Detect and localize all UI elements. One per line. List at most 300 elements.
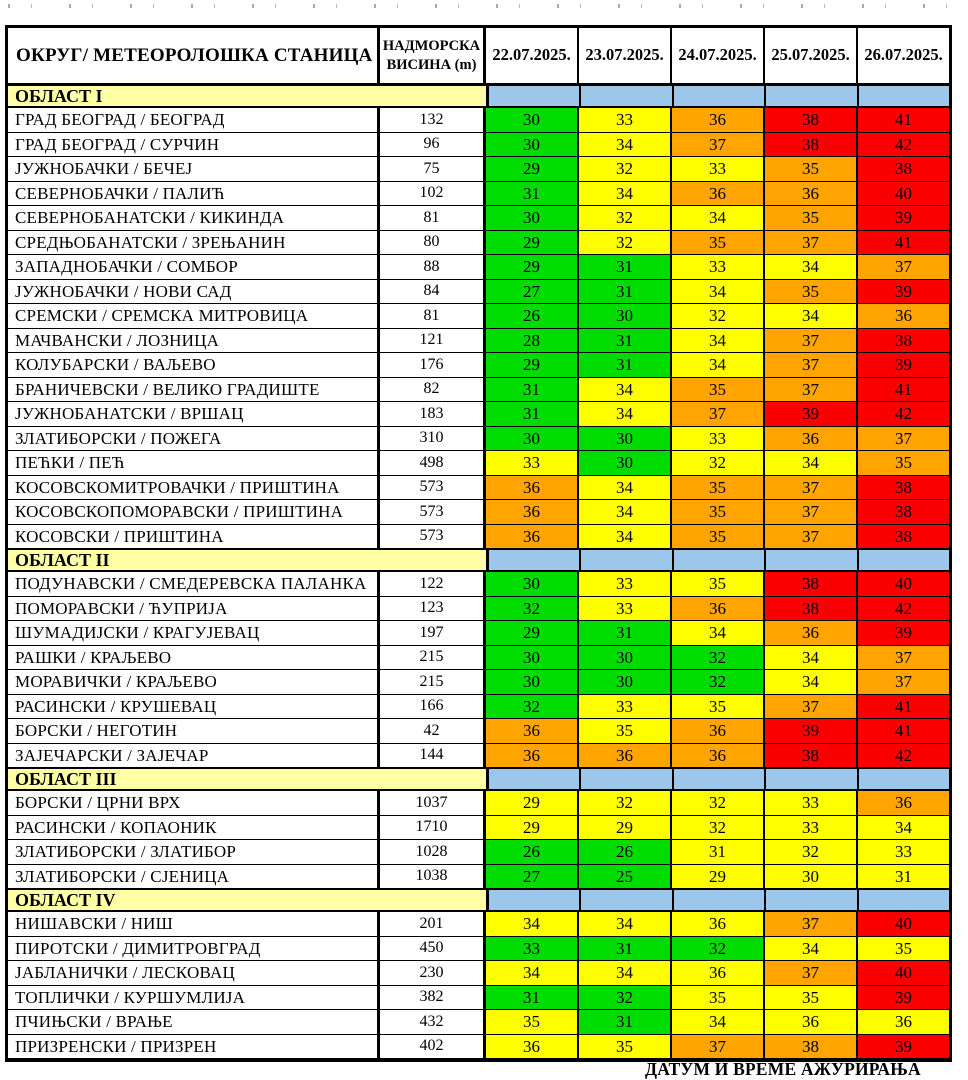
temperature-cell: 30 bbox=[765, 865, 858, 889]
station-name-cell: БОРСКИ / ЦРНИ ВРХ bbox=[8, 791, 380, 815]
altitude-cell: 498 bbox=[380, 451, 486, 475]
temperature-cell: 39 bbox=[858, 280, 949, 304]
temperature-cell: 31 bbox=[579, 280, 672, 304]
temperature-cell: 40 bbox=[858, 572, 949, 596]
temperature-cell: 41 bbox=[858, 695, 949, 719]
temperature-cell: 34 bbox=[579, 961, 672, 985]
temperature-cell: 34 bbox=[672, 206, 765, 230]
station-name-cell: ГРАД БЕОГРАД / БЕОГРАД bbox=[8, 108, 380, 132]
col-header-date: 23.07.2025. bbox=[579, 28, 672, 83]
region-spacer-cell bbox=[674, 890, 766, 910]
temperature-cell: 33 bbox=[579, 695, 672, 719]
altitude-cell: 122 bbox=[380, 572, 486, 596]
temperature-cell: 32 bbox=[672, 451, 765, 475]
temperature-cell: 34 bbox=[672, 621, 765, 645]
temperature-cell: 38 bbox=[765, 108, 858, 132]
station-name-cell: ГРАД БЕОГРАД / СУРЧИН bbox=[8, 133, 380, 157]
altitude-cell: 201 bbox=[380, 912, 486, 936]
temperature-cell: 26 bbox=[579, 840, 672, 864]
temperature-cell: 32 bbox=[672, 816, 765, 840]
altitude-cell: 402 bbox=[380, 1035, 486, 1059]
altitude-cell: 166 bbox=[380, 695, 486, 719]
temperature-cell: 41 bbox=[858, 378, 949, 402]
temperature-cell: 38 bbox=[765, 597, 858, 621]
station-row bbox=[8, 108, 949, 133]
temperature-cell: 29 bbox=[486, 157, 579, 181]
altitude-cell: 96 bbox=[380, 133, 486, 157]
temperature-cell: 40 bbox=[858, 961, 949, 985]
station-name-cell: РАСИНСКИ / КОПАОНИК bbox=[8, 816, 380, 840]
region-spacer-cell bbox=[766, 890, 858, 910]
station-row bbox=[8, 1035, 949, 1060]
temperature-cell: 29 bbox=[486, 255, 579, 279]
temperature-cell: 36 bbox=[486, 1035, 579, 1059]
station-name-cell: БОРСКИ / НЕГОТИН bbox=[8, 719, 380, 743]
station-name-cell: ТОПЛИЧКИ / КУРШУМЛИЈА bbox=[8, 986, 380, 1010]
temperature-cell: 31 bbox=[486, 182, 579, 206]
temperature-cell: 31 bbox=[858, 865, 949, 889]
temperature-cell: 31 bbox=[486, 986, 579, 1010]
region-spacer-cell bbox=[581, 550, 673, 570]
temperature-cell: 36 bbox=[858, 1010, 949, 1034]
station-name-cell: СРЕМСКИ / СРЕМСКА МИТРОВИЦА bbox=[8, 304, 380, 328]
station-name-cell: СЕВЕРНОБАНАТСКИ / КИКИНДА bbox=[8, 206, 380, 230]
region-header-row bbox=[8, 85, 949, 108]
temperature-cell: 30 bbox=[486, 206, 579, 230]
temperature-cell: 31 bbox=[672, 840, 765, 864]
col-header-altitude bbox=[380, 28, 486, 83]
region-header-row bbox=[8, 889, 949, 912]
station-row bbox=[8, 476, 949, 501]
region-spacer-cell bbox=[766, 769, 858, 789]
temperature-cell: 34 bbox=[579, 402, 672, 426]
altitude-cell: 132 bbox=[380, 108, 486, 132]
station-name-cell: ЗЛАТИБОРСКИ / ЗЛАТИБОР bbox=[8, 840, 380, 864]
region-header-row bbox=[8, 549, 949, 572]
temperature-cell: 32 bbox=[579, 231, 672, 255]
region-spacer-cell bbox=[581, 769, 673, 789]
station-name-cell: ЗАПАДНОБАЧКИ / СОМБОР bbox=[8, 255, 380, 279]
temperature-cell: 30 bbox=[486, 133, 579, 157]
temperature-cell: 39 bbox=[765, 719, 858, 743]
temperature-cell: 38 bbox=[858, 476, 949, 500]
temperature-cell: 36 bbox=[765, 621, 858, 645]
region-label: ОБЛАСТ I bbox=[8, 86, 489, 106]
station-row bbox=[8, 744, 949, 769]
temperature-cell: 29 bbox=[486, 231, 579, 255]
station-name-cell: ЈУЖНОБАНАТСКИ / ВРШАЦ bbox=[8, 402, 380, 426]
altitude-cell: 573 bbox=[380, 500, 486, 524]
temperature-cell: 34 bbox=[672, 280, 765, 304]
station-name-cell: ПРИЗРЕНСКИ / ПРИЗРЕН bbox=[8, 1035, 380, 1059]
temperature-cell: 30 bbox=[486, 572, 579, 596]
temperature-cell: 36 bbox=[486, 500, 579, 524]
temperature-cell: 26 bbox=[486, 304, 579, 328]
region-spacer-cell bbox=[766, 86, 858, 106]
temperature-cell: 39 bbox=[765, 402, 858, 426]
temperature-cell: 37 bbox=[672, 402, 765, 426]
temperature-cell: 42 bbox=[858, 597, 949, 621]
altitude-cell: 573 bbox=[380, 525, 486, 549]
station-row bbox=[8, 865, 949, 890]
temperature-cell: 36 bbox=[672, 744, 765, 768]
altitude-cell: 1028 bbox=[380, 840, 486, 864]
temperature-cell: 33 bbox=[486, 451, 579, 475]
altitude-cell: 382 bbox=[380, 986, 486, 1010]
station-row bbox=[8, 353, 949, 378]
station-name-cell: СЕВЕРНОБАЧКИ / ПАЛИЋ bbox=[8, 182, 380, 206]
update-timestamp-label: ДАТУМ И ВРЕМЕ АЖУРИРАЊА bbox=[645, 1059, 921, 1079]
temperature-cell: 37 bbox=[765, 500, 858, 524]
temperature-cell: 26 bbox=[486, 840, 579, 864]
station-row bbox=[8, 646, 949, 671]
region-spacer-cell bbox=[581, 86, 673, 106]
col-header-station: ОКРУГ/ МЕТЕОРОЛОШКА СТАНИЦА bbox=[8, 28, 380, 83]
temperature-cell: 35 bbox=[672, 525, 765, 549]
temperature-cell: 30 bbox=[579, 304, 672, 328]
temperature-cell: 38 bbox=[765, 572, 858, 596]
altitude-cell: 197 bbox=[380, 621, 486, 645]
temperature-cell: 35 bbox=[672, 500, 765, 524]
temperature-cell: 36 bbox=[765, 1010, 858, 1034]
temperature-cell: 30 bbox=[486, 427, 579, 451]
temperature-cell: 35 bbox=[672, 695, 765, 719]
temperature-cell: 36 bbox=[486, 719, 579, 743]
station-name-cell: ЗЛАТИБОРСКИ / ПОЖЕГА bbox=[8, 427, 380, 451]
station-name-cell: НИШАВСКИ / НИШ bbox=[8, 912, 380, 936]
region-spacer-cell bbox=[766, 550, 858, 570]
temperature-cell: 36 bbox=[672, 719, 765, 743]
temperature-cell: 34 bbox=[579, 378, 672, 402]
station-row bbox=[8, 525, 949, 550]
temperature-cell: 34 bbox=[765, 670, 858, 694]
temperature-cell: 38 bbox=[765, 133, 858, 157]
temperature-cell: 34 bbox=[672, 353, 765, 377]
temperature-cell: 29 bbox=[486, 816, 579, 840]
col-header-altitude-line1: НАДМОРСКА bbox=[382, 38, 481, 55]
station-name-cell: КОСОВСКОПОМОРАВСКИ / ПРИШТИНА bbox=[8, 500, 380, 524]
temperature-cell: 36 bbox=[672, 961, 765, 985]
temperature-cell: 36 bbox=[486, 744, 579, 768]
station-row bbox=[8, 937, 949, 962]
temperature-cell: 34 bbox=[672, 1010, 765, 1034]
temperature-cell: 29 bbox=[486, 621, 579, 645]
temperature-cell: 34 bbox=[765, 304, 858, 328]
col-header-date: 24.07.2025. bbox=[672, 28, 765, 83]
temperature-cell: 27 bbox=[486, 280, 579, 304]
temperature-cell: 37 bbox=[765, 695, 858, 719]
temperature-cell: 36 bbox=[765, 182, 858, 206]
temperature-cell: 31 bbox=[486, 402, 579, 426]
temperature-cell: 37 bbox=[672, 133, 765, 157]
temperature-cell: 37 bbox=[765, 378, 858, 402]
col-header-date: 26.07.2025. bbox=[864, 45, 943, 65]
station-name-cell: ПОМОРАВСКИ / ЋУПРИЈА bbox=[8, 597, 380, 621]
station-name-cell: ПЧИЊСКИ / ВРАЊЕ bbox=[8, 1010, 380, 1034]
temperature-cell: 37 bbox=[858, 670, 949, 694]
temperature-cell: 33 bbox=[579, 572, 672, 596]
station-name-cell: КОСОВСКОМИТРОВАЧКИ / ПРИШТИНА bbox=[8, 476, 380, 500]
altitude-cell: 215 bbox=[380, 646, 486, 670]
temperature-cell: 35 bbox=[486, 1010, 579, 1034]
region-label: ОБЛАСТ II bbox=[8, 550, 489, 570]
temperature-cell: 33 bbox=[672, 157, 765, 181]
station-row bbox=[8, 402, 949, 427]
temperature-cell: 32 bbox=[579, 986, 672, 1010]
station-name-cell: ЈУЖНОБАЧКИ / БЕЧЕЈ bbox=[8, 157, 380, 181]
station-row bbox=[8, 719, 949, 744]
temperature-cell: 38 bbox=[858, 500, 949, 524]
station-name-cell: ШУМАДИЈСКИ / КРАГУЈЕВАЦ bbox=[8, 621, 380, 645]
altitude-cell: 1038 bbox=[380, 865, 486, 889]
station-row bbox=[8, 572, 949, 597]
temperature-cell: 37 bbox=[672, 1035, 765, 1059]
temperature-cell: 31 bbox=[579, 353, 672, 377]
temperature-cell: 33 bbox=[858, 840, 949, 864]
altitude-cell: 121 bbox=[380, 329, 486, 353]
station-row bbox=[8, 840, 949, 865]
region-header-row bbox=[8, 768, 949, 791]
temperature-cell: 38 bbox=[858, 157, 949, 181]
temperature-cell: 29 bbox=[672, 865, 765, 889]
temperature-cell: 34 bbox=[765, 451, 858, 475]
station-name-cell: ПОДУНАВСКИ / СМЕДЕРЕВСКА ПАЛАНКА bbox=[8, 572, 380, 596]
temperature-cell: 32 bbox=[486, 695, 579, 719]
temperature-cell: 42 bbox=[858, 744, 949, 768]
station-row bbox=[8, 182, 949, 207]
altitude-cell: 450 bbox=[380, 937, 486, 961]
temperature-cell: 42 bbox=[858, 133, 949, 157]
altitude-cell: 230 bbox=[380, 961, 486, 985]
station-name-cell: ЗЛАТИБОРСКИ / СЈЕНИЦА bbox=[8, 865, 380, 889]
altitude-cell: 215 bbox=[380, 670, 486, 694]
station-row bbox=[8, 255, 949, 280]
temperature-cell: 34 bbox=[579, 133, 672, 157]
col-header-date: 25.07.2025. bbox=[765, 28, 858, 83]
col-header-date: 22.07.2025. bbox=[486, 28, 579, 83]
temperature-cell: 31 bbox=[579, 937, 672, 961]
temperature-cell: 35 bbox=[672, 572, 765, 596]
station-name-cell: СРЕДЊОБАНАТСКИ / ЗРЕЊАНИН bbox=[8, 231, 380, 255]
temperature-cell: 34 bbox=[765, 255, 858, 279]
temperature-cell: 34 bbox=[579, 525, 672, 549]
temperature-cell: 25 bbox=[579, 865, 672, 889]
region-spacer-cell bbox=[489, 550, 581, 570]
temperature-cell: 33 bbox=[579, 108, 672, 132]
clipped-text-fragments bbox=[8, 4, 958, 8]
station-row bbox=[8, 621, 949, 646]
station-name-cell: КОСОВСКИ / ПРИШТИНА bbox=[8, 525, 380, 549]
altitude-cell: 144 bbox=[380, 744, 486, 768]
altitude-cell: 82 bbox=[380, 378, 486, 402]
temperature-cell: 30 bbox=[486, 108, 579, 132]
temperature-cell: 32 bbox=[765, 840, 858, 864]
region-label: ОБЛАСТ III bbox=[8, 769, 489, 789]
temperature-cell: 32 bbox=[486, 597, 579, 621]
temperature-cell: 39 bbox=[858, 206, 949, 230]
altitude-cell: 80 bbox=[380, 231, 486, 255]
temperature-cell: 35 bbox=[579, 1035, 672, 1059]
temperature-cell: 37 bbox=[765, 476, 858, 500]
altitude-cell: 88 bbox=[380, 255, 486, 279]
temperature-cell: 34 bbox=[486, 961, 579, 985]
temperature-cell: 30 bbox=[579, 427, 672, 451]
temperature-cell: 31 bbox=[579, 1010, 672, 1034]
altitude-cell: 84 bbox=[380, 280, 486, 304]
temperature-cell: 32 bbox=[672, 937, 765, 961]
temperature-cell: 38 bbox=[765, 1035, 858, 1059]
temperature-cell: 36 bbox=[486, 476, 579, 500]
temperature-cell: 35 bbox=[858, 451, 949, 475]
region-spacer-cell bbox=[489, 890, 581, 910]
station-name-cell: ЈУЖНОБАЧКИ / НОВИ САД bbox=[8, 280, 380, 304]
col-header-altitude-line2: ВИСИНА (m) bbox=[386, 56, 477, 73]
station-row bbox=[8, 157, 949, 182]
altitude-cell: 81 bbox=[380, 304, 486, 328]
region-spacer-cell bbox=[859, 890, 949, 910]
station-name-cell: ЈАБЛАНИЧКИ / ЛЕСКОВАЦ bbox=[8, 961, 380, 985]
temperature-cell: 32 bbox=[579, 206, 672, 230]
temperature-cell: 37 bbox=[858, 427, 949, 451]
temperature-cell: 31 bbox=[579, 329, 672, 353]
temperature-cell: 38 bbox=[858, 525, 949, 549]
temperature-cell: 39 bbox=[858, 621, 949, 645]
altitude-cell: 183 bbox=[380, 402, 486, 426]
temperature-cell: 33 bbox=[672, 427, 765, 451]
temperature-cell: 36 bbox=[765, 427, 858, 451]
temperature-cell: 35 bbox=[765, 280, 858, 304]
temperature-cell: 36 bbox=[672, 912, 765, 936]
temperature-cell: 35 bbox=[579, 719, 672, 743]
temperature-cell: 35 bbox=[765, 986, 858, 1010]
temperature-cell: 35 bbox=[672, 231, 765, 255]
temperature-cell: 37 bbox=[765, 961, 858, 985]
temperature-cell: 34 bbox=[579, 476, 672, 500]
region-spacer-cell bbox=[674, 769, 766, 789]
temperature-cell: 34 bbox=[486, 912, 579, 936]
altitude-cell: 1710 bbox=[380, 816, 486, 840]
temperature-cell: 37 bbox=[765, 912, 858, 936]
region-spacer-cell bbox=[581, 890, 673, 910]
temperature-cell: 28 bbox=[486, 329, 579, 353]
temperature-cell: 36 bbox=[486, 525, 579, 549]
temperature-cell: 35 bbox=[672, 986, 765, 1010]
altitude-cell: 432 bbox=[380, 1010, 486, 1034]
region-spacer-cell bbox=[859, 769, 949, 789]
temperature-cell: 41 bbox=[858, 231, 949, 255]
temperature-cell: 41 bbox=[858, 108, 949, 132]
temperature-cell: 35 bbox=[765, 206, 858, 230]
temperature-cell: 41 bbox=[858, 719, 949, 743]
temperature-cell: 36 bbox=[672, 182, 765, 206]
station-name-cell: МАЧВАНСКИ / ЛОЗНИЦА bbox=[8, 329, 380, 353]
station-row bbox=[8, 1010, 949, 1035]
temperature-cell: 31 bbox=[579, 621, 672, 645]
temperature-cell: 29 bbox=[579, 816, 672, 840]
temperature-cell: 37 bbox=[765, 329, 858, 353]
station-name-cell: ЗАЈЕЧАРСКИ / ЗАЈЕЧАР bbox=[8, 744, 380, 768]
station-row bbox=[8, 133, 949, 158]
temperature-cell: 30 bbox=[486, 646, 579, 670]
station-row bbox=[8, 791, 949, 816]
temperature-cell: 34 bbox=[579, 182, 672, 206]
temperature-cell: 33 bbox=[765, 816, 858, 840]
temperature-forecast-table bbox=[5, 25, 952, 1062]
temperature-cell: 36 bbox=[858, 304, 949, 328]
temperature-cell: 37 bbox=[765, 353, 858, 377]
station-row bbox=[8, 280, 949, 305]
temperature-cell: 32 bbox=[579, 791, 672, 815]
temperature-cell: 39 bbox=[858, 986, 949, 1010]
altitude-cell: 81 bbox=[380, 206, 486, 230]
temperature-cell: 40 bbox=[858, 912, 949, 936]
temperature-cell: 40 bbox=[858, 182, 949, 206]
temperature-cell: 29 bbox=[486, 791, 579, 815]
station-name-cell: ПИРОТСКИ / ДИМИТРОВГРАД bbox=[8, 937, 380, 961]
altitude-cell: 75 bbox=[380, 157, 486, 181]
temperature-cell: 30 bbox=[579, 670, 672, 694]
temperature-cell: 38 bbox=[765, 744, 858, 768]
table-body bbox=[8, 85, 949, 1059]
station-row bbox=[8, 986, 949, 1011]
temperature-cell: 42 bbox=[858, 402, 949, 426]
altitude-cell: 1037 bbox=[380, 791, 486, 815]
station-name-cell: РАСИНСКИ / КРУШЕВАЦ bbox=[8, 695, 380, 719]
station-row bbox=[8, 816, 949, 841]
temperature-cell: 39 bbox=[858, 353, 949, 377]
temperature-cell: 32 bbox=[672, 670, 765, 694]
region-spacer-cell bbox=[674, 550, 766, 570]
temperature-cell: 34 bbox=[858, 816, 949, 840]
temperature-cell: 33 bbox=[579, 597, 672, 621]
temperature-cell: 31 bbox=[486, 378, 579, 402]
temperature-cell: 35 bbox=[672, 476, 765, 500]
region-spacer-cell bbox=[859, 550, 949, 570]
station-row bbox=[8, 231, 949, 256]
altitude-cell: 102 bbox=[380, 182, 486, 206]
temperature-cell: 33 bbox=[672, 255, 765, 279]
temperature-cell: 37 bbox=[765, 231, 858, 255]
temperature-cell: 34 bbox=[765, 937, 858, 961]
altitude-cell: 123 bbox=[380, 597, 486, 621]
temperature-cell: 37 bbox=[858, 646, 949, 670]
temperature-cell: 38 bbox=[858, 329, 949, 353]
temperature-cell: 30 bbox=[486, 670, 579, 694]
region-spacer-cell bbox=[674, 86, 766, 106]
station-name-cell: ПЕЋКИ / ПЕЋ bbox=[8, 451, 380, 475]
station-row bbox=[8, 961, 949, 986]
station-row bbox=[8, 670, 949, 695]
altitude-cell: 573 bbox=[380, 476, 486, 500]
temperature-cell: 33 bbox=[765, 791, 858, 815]
temperature-cell: 36 bbox=[672, 597, 765, 621]
temperature-cell: 32 bbox=[672, 646, 765, 670]
temperature-cell: 35 bbox=[765, 157, 858, 181]
region-spacer-cell bbox=[859, 86, 949, 106]
temperature-cell: 37 bbox=[858, 255, 949, 279]
temperature-cell: 30 bbox=[579, 451, 672, 475]
temperature-cell: 30 bbox=[579, 646, 672, 670]
altitude-cell: 310 bbox=[380, 427, 486, 451]
temperature-cell: 32 bbox=[672, 304, 765, 328]
station-row bbox=[8, 206, 949, 231]
altitude-cell: 176 bbox=[380, 353, 486, 377]
altitude-cell: 42 bbox=[380, 719, 486, 743]
temperature-cell: 36 bbox=[858, 791, 949, 815]
temperature-cell: 37 bbox=[765, 525, 858, 549]
temperature-cell: 31 bbox=[579, 255, 672, 279]
station-row bbox=[8, 500, 949, 525]
